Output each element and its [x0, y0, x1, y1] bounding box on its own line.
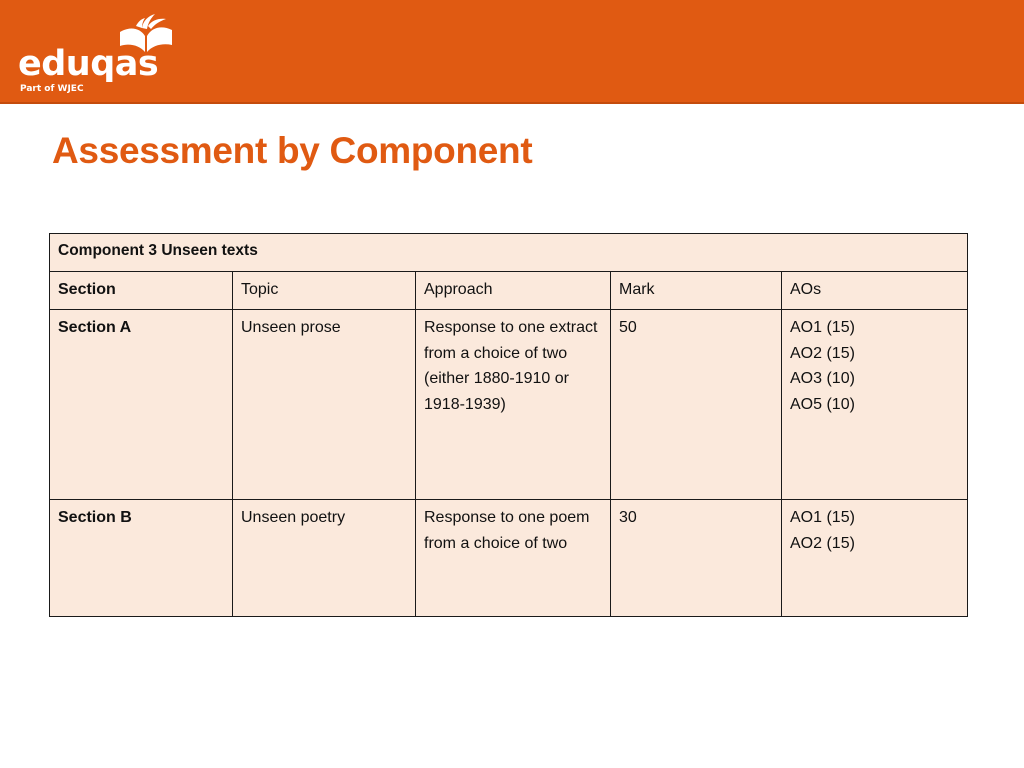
cell-topic: Unseen poetry [233, 500, 416, 617]
cell-aos [782, 500, 968, 617]
cell-aos [782, 310, 968, 500]
eduqas-logo [18, 12, 168, 92]
ao-item: AO2 (15) [790, 344, 855, 362]
ao-item: AO5 (10) [790, 395, 855, 413]
table-row [50, 500, 968, 617]
brand-wordmark: eduqas [18, 44, 159, 84]
header-topic: Topic [233, 272, 416, 310]
table-caption-row [50, 234, 968, 272]
table-header-row [50, 272, 968, 310]
cell-mark: 50 [611, 310, 782, 500]
table-caption: Component 3 Unseen texts [50, 234, 968, 272]
header-approach: Approach [416, 272, 611, 310]
header-banner [0, 0, 1024, 104]
cell-section: Section A [50, 310, 233, 500]
cell-approach: Response to one extract from a choice of two (either 1880-1910 or 1918-1939) [416, 310, 611, 500]
table-row [50, 310, 968, 500]
page-title: Assessment by Component [52, 130, 533, 171]
cell-approach: Response to one poem from a choice of two [416, 500, 611, 617]
cell-section: Section B [50, 500, 233, 617]
header-divider [0, 102, 1024, 104]
ao-item: AO2 (15) [790, 534, 855, 552]
header-section: Section [50, 272, 233, 310]
ao-item: AO1 (15) [790, 319, 855, 336]
header-mark: Mark [611, 272, 782, 310]
ao-item: AO1 (15) [790, 509, 855, 526]
cell-topic: Unseen prose [233, 310, 416, 500]
header-aos: AOs [782, 272, 968, 310]
assessment-table [49, 233, 968, 617]
ao-item: AO3 (10) [790, 370, 855, 387]
brand-tagline: Part of WJEC [20, 84, 84, 94]
cell-mark: 30 [611, 500, 782, 617]
